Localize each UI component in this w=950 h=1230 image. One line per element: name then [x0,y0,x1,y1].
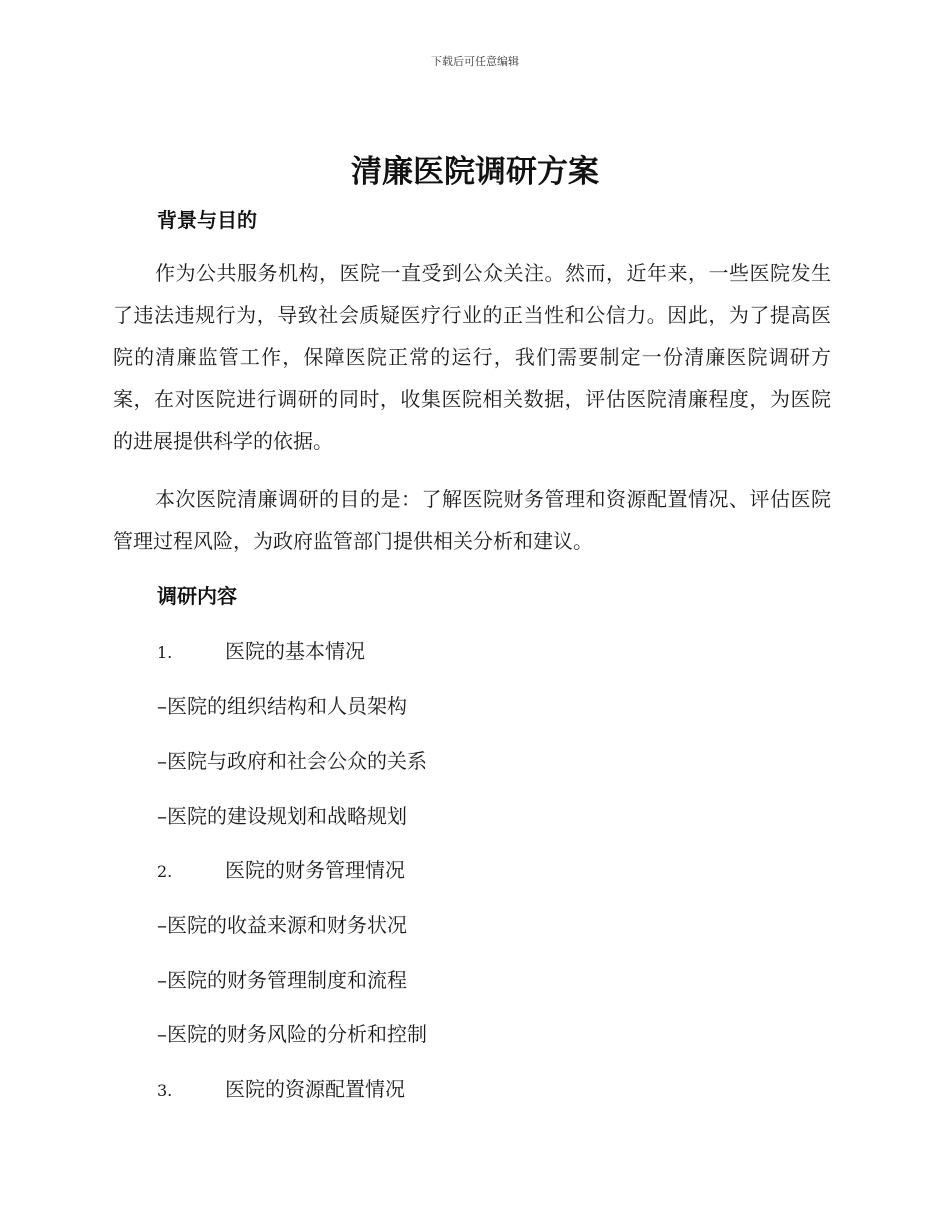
list-item-dash: –医院的财务管理制度和流程 [157,968,407,992]
paragraph-background: 作为公共服务机构，医院一直受到公众关注。然而，近年来，一些医院发生了违法违规行为，导致社会质疑医疗行业的正当性和公信力。因此，为了提高医院的清廉监管工作，保障医院正常的运行，我们需要制定一份清廉医院调研方案，在对医院进行调研的同时，收集医院相关数据，评估医院清廉程度，为医院的进展提供科学的依据。 [113,261,831,453]
list-item-dash: –医院的建设规划和战略规划 [157,804,407,828]
list-item-numbered [157,1074,405,1106]
list-item-dash: –医院与政府和社会公众的关系 [157,749,427,773]
list-item-text: 医院的财务管理情况 [225,858,405,882]
header-note: 下载后可任意编辑 [431,55,519,68]
list-item-dash: –医院的收益来源和财务状况 [157,913,407,937]
section-heading-content: 调研内容 [157,584,237,608]
list-item-text: 医院的资源配置情况 [225,1077,405,1101]
list-item-dash: –医院的财务风险的分析和控制 [157,1022,427,1046]
section-heading-background: 背景与目的 [157,208,257,232]
list-number: 2. [157,862,173,881]
list-number: 1. [157,643,173,662]
paragraph-purpose: 本次医院清廉调研的目的是：了解医院财务管理和资源配置情况、评估医院管理过程风险，为政府监管部门提供相关分析和建议。 [113,487,831,553]
list-item-text: 医院的基本情况 [225,639,365,663]
list-item-dash: –医院的组织结构和人员架构 [157,694,407,718]
list-item-numbered [157,855,405,887]
document-title: 清廉医院调研方案 [351,154,599,190]
list-number: 3. [157,1081,173,1100]
list-item-numbered [157,636,365,668]
